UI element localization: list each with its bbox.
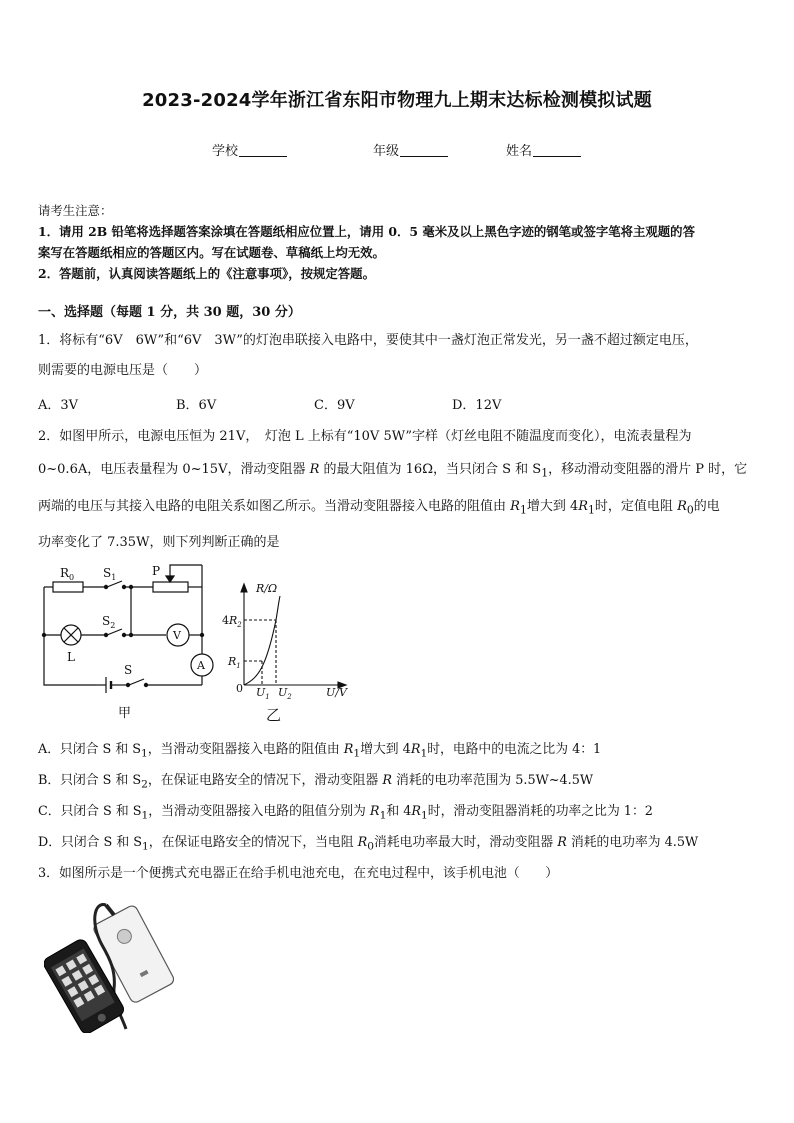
switch-s — [129, 679, 144, 685]
svg-text:0: 0 — [236, 682, 243, 695]
q1-option-c: C．9V — [314, 398, 355, 413]
svg-text:R1: $R_1$ — [228, 655, 241, 670]
q1-options — [38, 394, 738, 414]
slider-p — [170, 565, 202, 577]
notice-item1-line1: 1．请用 2B 铅笔将选择题答案涂填在答题纸相应位置上，请用 0．5 毫米及以上黑色字迹的钢笔或签字笔将主观题的答 — [38, 224, 695, 239]
svg-text:U/V: U/V — [326, 686, 347, 699]
q2-option-c: C．只闭合 S 和 $S_1$，当滑动变阻器接入电路的阻值分别为 $R_1$和 $4R_1$时，滑动变阻器消耗的功率之比为 1：2 — [38, 804, 653, 822]
svg-text:A: A — [197, 659, 205, 672]
svg-text:L: L — [67, 650, 75, 664]
notice-heading: 请考生注意： — [38, 203, 113, 218]
q1-option-d: D．12V — [452, 398, 502, 413]
rheostat-r — [153, 582, 188, 592]
notice-block — [38, 200, 760, 284]
q2-line1: 2．如图甲所示，电源电压恒为 21V， 灯泡 L 上标有“10V 5W”字样（灯丝电阻不随温度而变化），电流表量程为 — [38, 429, 692, 444]
circuit-diagram — [36, 555, 221, 725]
svg-text:甲: 甲 — [118, 706, 132, 721]
q2-line2: 0~0.6A，电压表量程为 0~15V，滑动变阻器 R 的最大阻值为 16Ω，当只闭合 S 和 $S_1$，移动滑动变阻器的滑片 P 时，它 — [38, 462, 748, 480]
svg-text:U1: $U_1$ — [256, 686, 270, 701]
name-label: 姓名 — [506, 144, 533, 159]
q2-line4: 功率变化了 7.35W，则下列判断正确的是 — [38, 535, 280, 551]
notice-item2: 2．答题前，认真阅读答题纸上的《注意事项》，按规定答题。 — [38, 266, 375, 281]
grade-blank — [400, 142, 448, 157]
grade-field — [373, 140, 448, 159]
svg-text:V: V — [173, 629, 181, 642]
svg-text:P: P — [152, 564, 161, 578]
q2-option-d: D．只闭合 S 和 $S_1$，在保证电路安全的情况下，当电阻 $R_0$消耗电功率最大时，滑动变阻器 R 消耗的电功率为 4.5W — [38, 835, 699, 853]
svg-text:U2: $U_2$ — [278, 686, 292, 701]
name-field — [506, 140, 581, 159]
school-field — [212, 140, 287, 159]
q2-stem — [38, 420, 762, 559]
svg-text:S2: $S_2$ — [102, 614, 116, 630]
q2-option-a: A．只闭合 S 和 $S_1$，当滑动变阻器接入电路的阻值由 $R_1$增大到 $4R_1$时，电路中的电流之比为 4：1 — [38, 742, 602, 760]
grade-label: 年级 — [373, 144, 400, 159]
q1-option-a: A．3V — [38, 398, 79, 413]
school-label: 学校 — [212, 144, 239, 159]
q3-stem: 3．如图所示是一个便携式充电器正在给手机电池充电，在充电过程中，该手机电池（ ） — [38, 866, 559, 881]
q1-line1: 1．将标有“6V 6W”和“6V 3W”的灯泡串联接入电路中，要使其中一盏灯泡正常发光，另一盏不超过额定电压， — [38, 333, 698, 348]
section-heading: 一、选择题（每题 1 分，共 30 题，30 分） — [38, 305, 301, 320]
q2-line3: 两端的电压与其接入电路的电阻关系如图乙所示。当滑动变阻器接入电路的阻值由 $R_1$增大到 $4R_1$时，定值电阻 $R_0$的电 — [38, 498, 720, 517]
svg-text:R/Ω: R/Ω — [256, 582, 278, 595]
q1-line2: 则需要的电源电压是（ ） — [38, 363, 208, 378]
page-title: 2023-2024学年浙江省东阳市物理九上期末达标检测模拟试题 — [142, 90, 652, 111]
q2-option-b: B．只闭合 S 和 $S_2$，在保证电路安全的情况下，滑动变阻器 R 消耗的电功率范围为 5.5W~4.5W — [38, 773, 594, 791]
graph-r-u — [222, 580, 352, 728]
svg-text:R0: $R_0$ — [60, 566, 75, 582]
svg-text:S: S — [124, 663, 133, 677]
svg-text:S1: $S_1$ — [103, 566, 117, 582]
school-blank — [239, 142, 287, 157]
charger-phone-illustration — [44, 893, 174, 1033]
q1-option-b: B．6V — [176, 398, 217, 413]
resistor-r0 — [53, 582, 83, 592]
q1-stem — [38, 326, 762, 386]
notice-item1-line2: 案写在答题纸相应的答题区内。写在试题卷、草稿纸上均无效。 — [38, 245, 385, 260]
svg-text:乙: 乙 — [266, 706, 282, 724]
svg-text:4R2: $4R_2$ — [222, 614, 242, 629]
name-blank — [533, 142, 581, 157]
